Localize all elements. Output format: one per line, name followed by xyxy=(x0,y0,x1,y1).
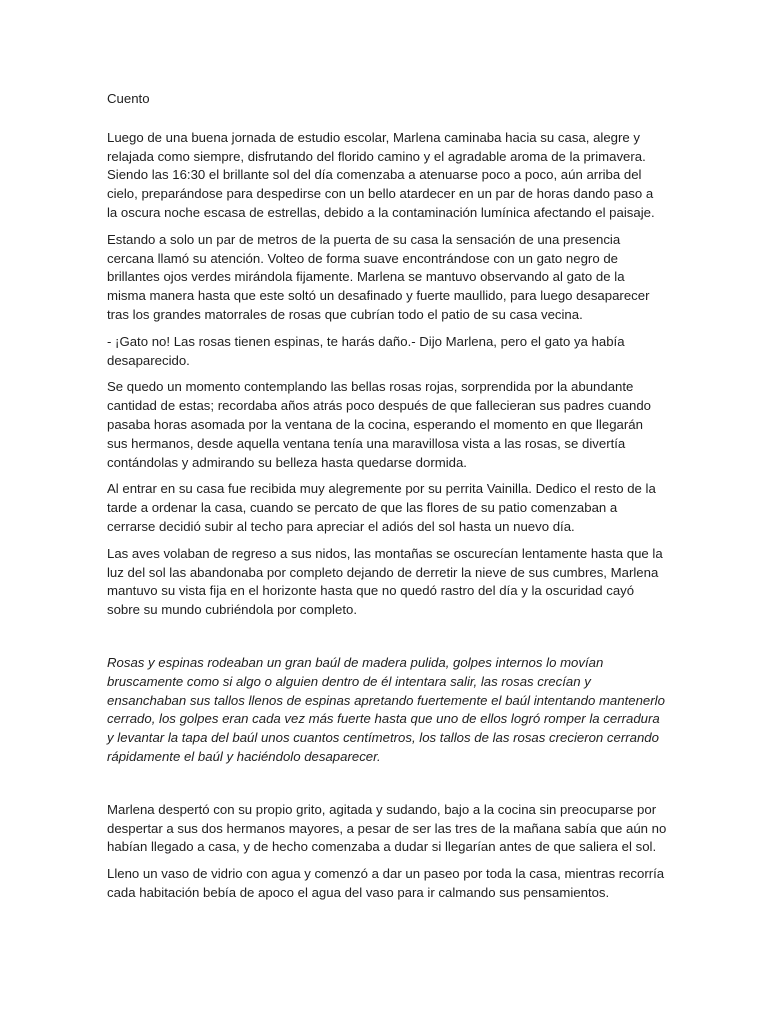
document-body xyxy=(107,90,667,911)
paragraph-8: Lleno un vaso de vidrio con agua y comenzó a dar un paseo por toda la casa, mientras recorría cada habitación bebía de apoco el agua del vaso para ir calmando sus pensamientos. xyxy=(107,866,665,900)
section-gap xyxy=(107,775,667,801)
section-gap xyxy=(107,628,667,654)
paragraph-3: - ¡Gato no! Las rosas tienen espinas, te harás daño.- Dijo Marlena, pero el gato ya había desaparecido. xyxy=(107,333,625,368)
paragraph-7: Marlena despertó con su propio grito, agitada y sudando, bajo a la cocina sin preocuparse por despertar a sus dos hermanos mayores, a pesar de ser las tres de la mañana sabía que aún no habían llegado a casa, y de hecho comenzaba a dudar si llegarían antes de que saliera el sol. xyxy=(107,801,667,855)
paragraph-2: Estando a solo un par de metros de la puerta de su casa la sensación de una presencia cercana llamó su atención. Volteo de forma suave encontrándose con un gato negro de brillantes ojos verdes mirándola fijamente. Marlena se mantuvo observando al gato de la misma manera hasta que este soltó un desafinado y fuerte maullido, para luego desaparecer tras los grandes matorrales de rosas que cubrían todo el patio de su casa vecina. xyxy=(107,231,650,322)
document-title: Cuento xyxy=(107,91,150,106)
paragraph-6: Las aves volaban de regreso a sus nidos, las montañas se oscurecían lentamente hasta que la luz del sol las abandonaba por completo dejando de derretir la nieve de sus cumbres, Marlena mantuvo su vista fija en el horizonte hasta que no quedó rastro del día y la oscuridad cayó sobre su mundo cubriéndola por completo. xyxy=(107,545,663,618)
paragraph-1: Luego de una buena jornada de estudio escolar, Marlena caminaba hacia su casa, alegre y relajada como siempre, disfrutando del florido camino y el agradable aroma de la primavera. Siendo las 16:30 el brillante sol del día comenzaba a atenuarse poco a poco, aún arriba del cielo, preparándose para despedirse con un bello atardecer en un par de horas dando paso a la oscura noche escasa de estrellas, debido a la contaminación lumínica afectando el paisaje. xyxy=(107,129,655,220)
paragraph-5: Al entrar en su casa fue recibida muy alegremente por su perrita Vainilla. Dedico el resto de la tarde a ordenar la casa, cuando se percato de que las flores de su patio comenzaban a cerrarse decidió subir al techo para apreciar el adiós del sol hasta un nuevo día. xyxy=(107,481,656,534)
paragraph-4: Se quedo un momento contemplando las bellas rosas rojas, sorprendida por la abundante cantidad de estas; recordaba años atrás poco después de que fallecieran sus padres cuando pasaba horas asomada por la ventana de la cocina, esperando el momento en que llegarán sus hermanos, desde aquella ventana tenía una maravillosa vista a las rosas, se divertía contándolas y admirando su belleza hasta quedarse dormida. xyxy=(107,379,651,470)
dream-paragraph: Rosas y espinas rodeaban un gran baúl de madera pulida, golpes internos lo movían bruscamente como si algo o alguien dentro de él intentara salir, las rosas crecían y ensanchaban sus tallos llenos de espinas apretando fuertemente el baúl intentando mantenerlo cerrado, los golpes eran cada vez más fuerte hasta que uno de ellos logró romper la cerradura y levantar la tapa del baúl unos cuantos centímetros, los tallos de las rosas crecieron cerrando rápidamente el baúl y haciéndolo desaparecer. xyxy=(107,654,665,764)
